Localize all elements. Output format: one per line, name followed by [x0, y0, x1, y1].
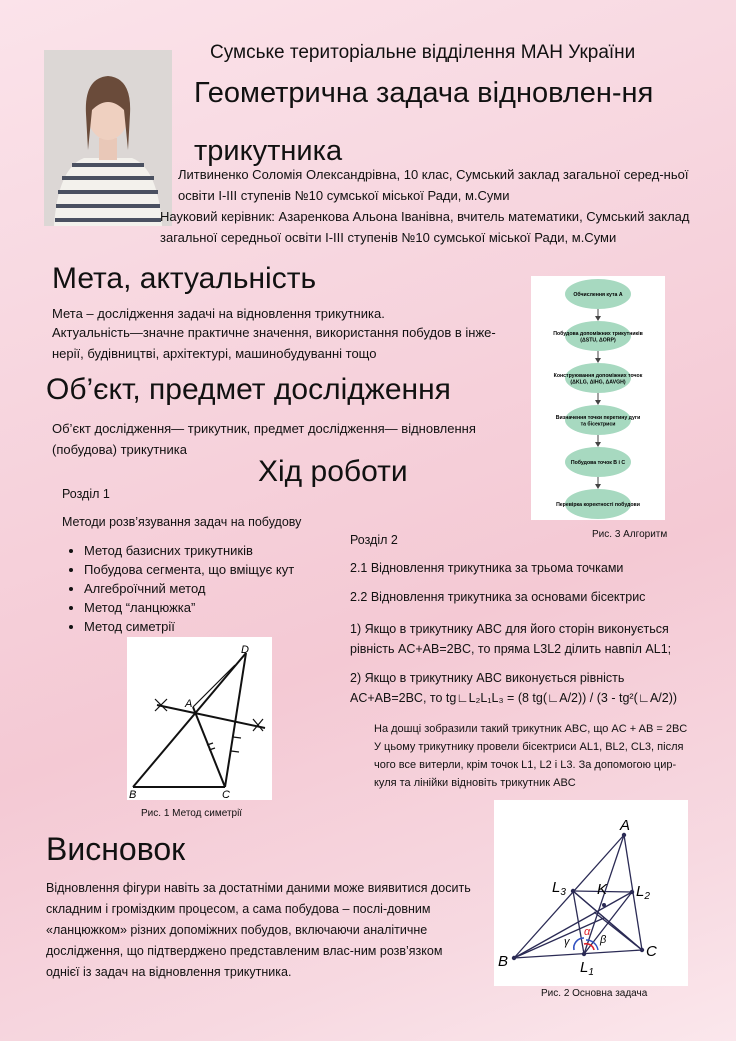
- fig2-label-l2: $L_2$: [636, 883, 650, 902]
- figure1-caption: Рис. 1 Метод симетрії: [141, 808, 243, 819]
- flow-step-label: Побудова точок B і C: [570, 460, 626, 466]
- item-2-1: 2.1 Відновлення трикутника за трьома точками: [350, 561, 624, 575]
- list-item: • Алгеброїчний метод: [84, 579, 294, 598]
- fig2-label-l3: $L_3$: [552, 879, 566, 898]
- section2-label: Розділ 2: [350, 533, 398, 547]
- flow-arrowhead: [595, 442, 601, 447]
- conclusion-heading: Висновок: [46, 831, 186, 867]
- conclusion-text: Відновлення фігури навіть за достатніми даними може виявитися досить складним і громіздким процесом, а сама побудова – послі-довним «ланцюжком» різних допоміжних побудов, включаючи аналітичне дослідження, що підтверджено представленим влас-ним розв’язком однієї із задач на відновлення трикутника.: [46, 881, 471, 979]
- flow-arrowhead: [595, 358, 601, 363]
- fig2-beta: β: [600, 934, 607, 946]
- condition-2-formula: AC+AB=2BC, то tg∟L₂L₁L₃ = (8 tg(∟A/2)) / (3 - tg²(∟A/2)): [350, 691, 678, 705]
- supervisor-info: Науковий керівник: Азаренкова Альона Іванівна, вчитель математики, Сумський заклад загальної середньої освіти І-ІІІ ступенів №10 сумської міської Ради, м.Суми: [160, 209, 690, 245]
- goal-heading: Мета, актуальність: [52, 262, 317, 295]
- author-photo: [44, 50, 172, 226]
- algorithm-flowchart: [531, 276, 665, 520]
- poster-title: Геометрична задача відновлен-ня трикутника: [194, 77, 654, 167]
- object-heading: Об’єкт, предмет дослідження: [46, 373, 451, 406]
- fig1-label-b: B: [129, 789, 137, 800]
- fig2-gamma: γ: [564, 936, 570, 948]
- figure-symmetry: [127, 637, 272, 800]
- section1-label: Розділ 1: [62, 487, 110, 501]
- flow-step-label: Визначення точки перетину дуги та бісектриси: [555, 414, 641, 428]
- list-item: • Побудова сегмента, що вміщує кут: [84, 560, 294, 579]
- condition-1: 1) Якщо в трикутнику ABC для його сторін виконується рівність AC+AB=2BC, то пряма L3L2 ділить навпіл AL1;: [350, 622, 672, 656]
- figure2-caption: Рис. 2 Основна задача: [541, 988, 648, 999]
- fig2-label-b: B: [498, 953, 509, 970]
- fig1-label-a: A: [185, 698, 193, 710]
- flow-arrowhead: [595, 400, 601, 405]
- flow-step-label: Побудова допоміжних трикутників (ΔSTU, ΔORP): [553, 330, 643, 344]
- task-text: На дошці зобразили такий трикутник ABC, що AC + AB = 2BC У цьому трикутнику провели бісектриси AL1, BL2, CL3, після чого все витерли, крім точок L1, L2 і L3. За допомогою цир-куля та лінійки відновіть трикутник ABC: [374, 723, 688, 789]
- fig2-label-k: K: [597, 881, 608, 898]
- fig1-label-c: C: [222, 789, 230, 800]
- object-text: Об’єкт дослідження— трикутник, предмет дослідження— відновлення (побудова) трикутника: [52, 421, 476, 457]
- list-item: • Метод базисних трикутників: [84, 541, 294, 560]
- figure-main-task: [494, 800, 688, 986]
- author-info: Литвиненко Соломія Олександрівна, 10 клас, Сумський заклад загальної серед-ньої освіти І-ІІІ ступенів №10 сумської міської Ради, м.Суми: [178, 167, 689, 203]
- flow-step-label: Обчислення кута А: [573, 292, 623, 298]
- fig2-label-c: C: [646, 943, 657, 960]
- flow-arrowhead: [595, 484, 601, 489]
- organization: Сумське територіальне відділення МАН України: [210, 42, 636, 63]
- flow-arrowhead: [595, 316, 601, 321]
- algorithm-caption: Рис. 3 Алгоритм: [592, 529, 668, 540]
- methods-list: [62, 541, 294, 636]
- list-item: • Метод симетрії: [84, 617, 294, 636]
- flow-step-label: Конструювання допоміжних точок (ΔKLG, ΔIHG, ΔAVGH): [553, 372, 643, 386]
- item-2-2: 2.2 Відновлення трикутника за основами бісектрис: [350, 590, 646, 604]
- relevance-text: Актуальність—значне практичне значення, використання побудов в інже-нерії, будівництві, архітектурі, машинобудуванні тощо: [52, 325, 496, 361]
- flow-step-label: Перевірка коректності побудови: [556, 502, 640, 508]
- list-item: • Метод “ланцюжка”: [84, 598, 294, 617]
- fig2-label-l1: $L_1$: [580, 959, 594, 978]
- fig2-alpha: α: [584, 926, 591, 938]
- methods-title: Методи розв’язування задач на побудову: [62, 515, 302, 529]
- work-heading: Хід роботи: [258, 455, 408, 488]
- fig2-label-a: A: [620, 817, 631, 834]
- condition-2: 2) Якщо в трикутнику ABC виконується рівність: [350, 671, 625, 685]
- fig1-label-d: D: [241, 644, 249, 656]
- goal-text: Мета – дослідження задачі на відновлення трикутника.: [52, 306, 385, 321]
